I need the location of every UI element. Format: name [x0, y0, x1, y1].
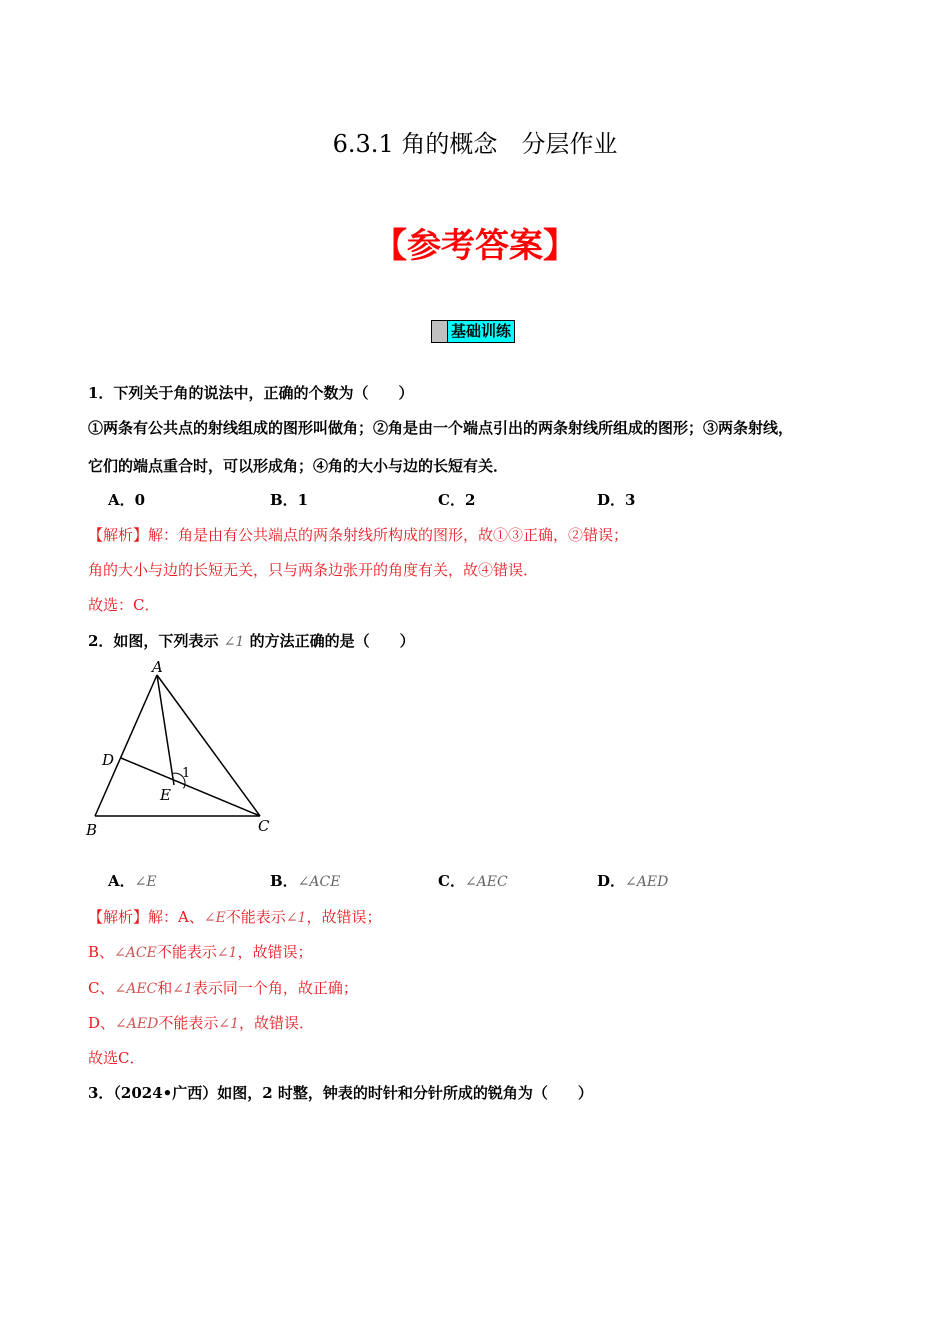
q2-analysis-4-post: ，故错误．	[238, 1014, 314, 1032]
section-marker	[432, 321, 448, 342]
q2-analysis-1-math2: ∠1	[285, 910, 307, 926]
q2-analysis-line1	[88, 906, 381, 927]
q2-analysis-4-pre: D、	[88, 1014, 116, 1032]
label-b: B	[86, 821, 98, 839]
section-badge	[431, 320, 515, 343]
q2-analysis-line2	[88, 941, 312, 962]
q2-analysis-1-math: ∠E	[203, 910, 226, 926]
side-ab	[95, 675, 157, 816]
q2-analysis-2-math2: ∠1	[216, 945, 238, 961]
q1-option-a: A．0	[108, 491, 146, 509]
q2-analysis-1-mid: 不能表示	[225, 908, 286, 926]
q2-option-b-letter: B．	[270, 872, 298, 890]
label-a: A	[152, 658, 163, 676]
label-e: E	[160, 786, 171, 804]
label-d: D	[102, 751, 115, 769]
q2-analysis-2-math: ∠ACE	[114, 945, 157, 961]
q1-option-b: B．1	[270, 491, 309, 509]
q2-option-b	[270, 870, 340, 891]
q2-stem-pre: 2．如图，下列表示	[88, 632, 219, 650]
q2-analysis-3-math: ∠AEC	[114, 981, 158, 997]
q2-option-a	[108, 870, 157, 891]
q2-analysis-2-mid: 不能表示	[156, 943, 217, 961]
q2-option-b-math: ∠ACE	[297, 874, 341, 890]
q2-analysis-1-post: ，故错误；	[306, 908, 382, 926]
q2-analysis-4-math: ∠AED	[115, 1016, 159, 1032]
q2-analysis-1-pre: 【解析】解：A、	[88, 908, 204, 926]
q1-text-line3: 它们的端点重合时，可以形成角；④角的大小与边的长短有关．	[88, 457, 509, 475]
q2-analysis-2-pre: B、	[88, 943, 115, 961]
q2-analysis-3-pre: C、	[88, 979, 115, 997]
q1-option-d: D．3	[597, 491, 636, 509]
q2-analysis-4-math2: ∠1	[218, 1016, 239, 1032]
q2-analysis-4-mid: 不能表示	[158, 1014, 219, 1032]
answer-heading: 【参考答案】	[373, 226, 577, 266]
q2-option-d	[597, 870, 668, 891]
label-c: C	[258, 817, 270, 835]
q2-option-c-math: ∠AEC	[464, 874, 508, 890]
q2-analysis-2-post: ，故错误；	[237, 943, 313, 961]
triangle-figure	[80, 655, 280, 840]
q1-option-c: C．2	[438, 491, 476, 509]
q1-stem: 1．下列关于角的说法中，正确的个数为（ ）	[88, 384, 414, 402]
q2-option-d-letter: D．	[597, 872, 626, 890]
page-title: 6.3.1 角的概念 分层作业	[332, 130, 618, 158]
q2-stem	[88, 630, 415, 651]
q2-option-c	[438, 870, 508, 891]
q2-option-c-letter: C．	[438, 872, 465, 890]
q2-choice: 故选C．	[88, 1049, 145, 1067]
q2-option-d-math: ∠AED	[625, 874, 669, 890]
q1-text-line2: ①两条有公共点的射线组成的图形叫做角；②角是由一个端点引出的两条射线所组成的图形；③两条射线，	[88, 419, 794, 437]
q2-analysis-line3	[88, 977, 358, 998]
q2-analysis-line4	[88, 1012, 314, 1033]
q2-option-a-letter: A．	[108, 872, 135, 890]
q2-analysis-3-math2: ∠1	[172, 981, 193, 997]
q2-analysis-3-post: 表示同一个角，故正确；	[192, 979, 358, 997]
q2-analysis-3-mid: 和	[157, 979, 173, 997]
q2-stem-angle: ∠1	[223, 634, 245, 650]
section-label: 基础训练	[448, 321, 514, 342]
label-angle-1: 1	[182, 766, 191, 781]
q1-analysis-line1: 【解析】解：角是由有公共端点的两条射线所构成的图形，故①③正确，②错误；	[88, 526, 629, 544]
q1-analysis-line2: 角的大小与边的长短无关，只与两条边张开的角度有关，故④错误．	[88, 561, 539, 579]
q2-option-a-math: ∠E	[134, 874, 157, 890]
segment-ae	[157, 675, 174, 785]
q2-stem-post: 的方法正确的是（ ）	[249, 632, 415, 650]
q1-choice: 故选：C．	[88, 596, 160, 614]
q3-stem: 3．（2024•广西）如图，2 时整，钟表的时针和分针所成的锐角为（ ）	[88, 1084, 593, 1102]
